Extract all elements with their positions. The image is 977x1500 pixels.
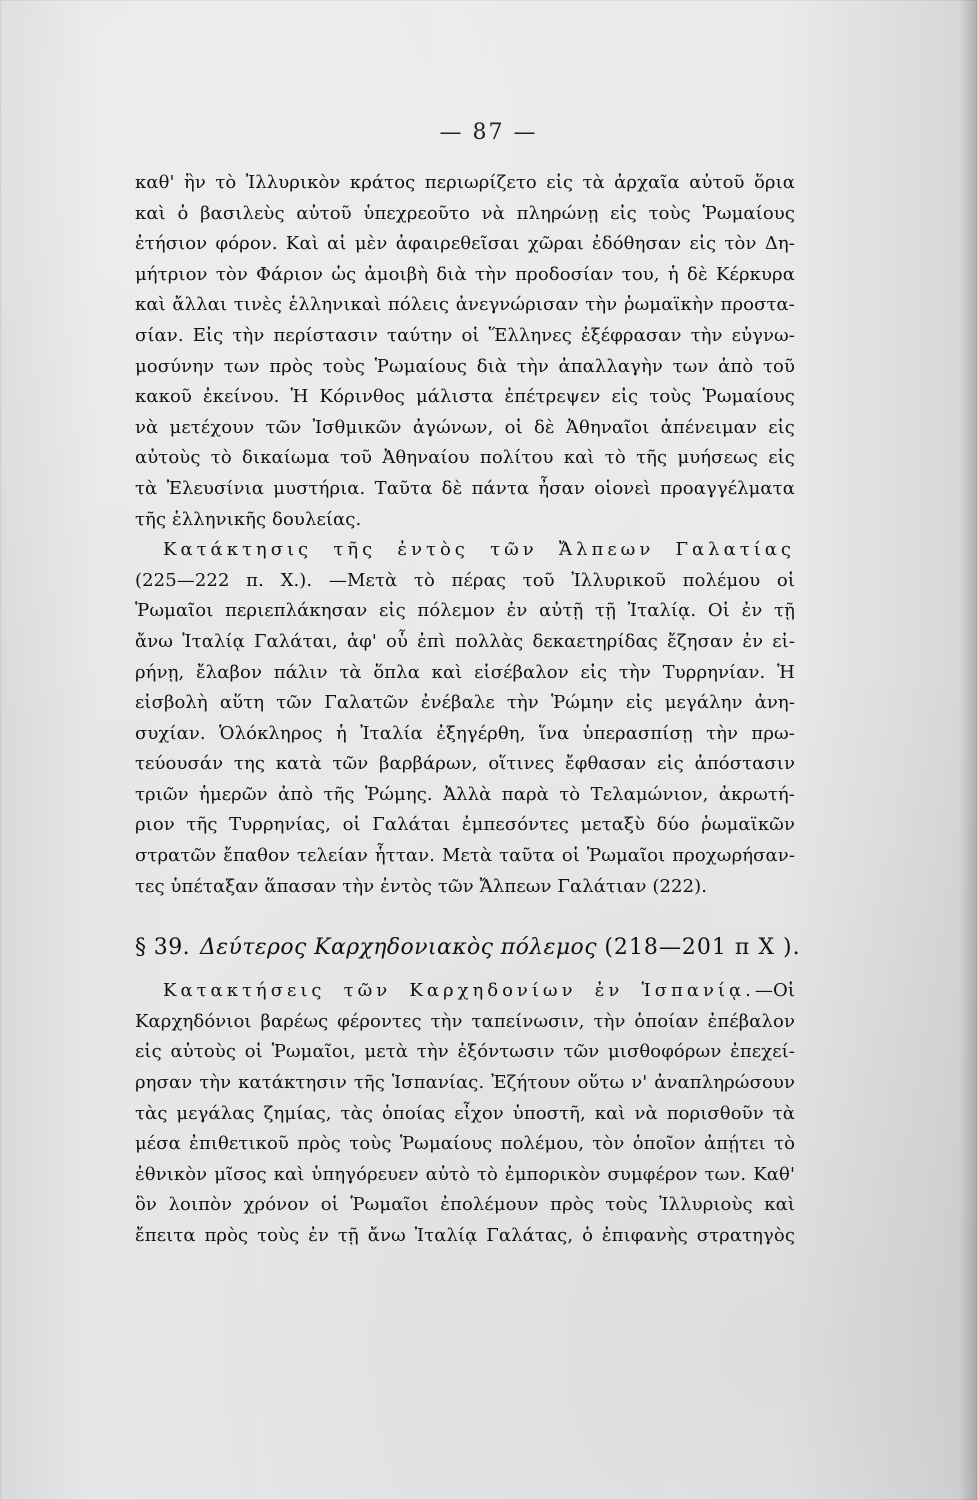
section-heading	[135, 928, 801, 968]
text-line: ριον τῆς Τυρρηνίας, οἱ Γαλάται ἐμπεσόντες μεταξὺ δύο ῥωμαϊκῶν	[135, 814, 795, 836]
subhead-carthaginian-conquests: Κατακτήσεις τῶν Καρχηδονίων ἐν Ἱσπανίᾳ.	[163, 980, 755, 1002]
text-line: ἄνω Ἰταλίᾳ Γαλάται, ἀφ' οὗ ἐπὶ πολλὰς δεκαετηρίδας ἔζησαν ἐν εἰ-	[135, 630, 795, 652]
text-line: εἰσβολὴ αὕτη τῶν Γαλατῶν ἐνέβαλε τὴν Ῥώμην εἰς μεγάλην ἀνη-	[135, 692, 795, 714]
text-line: ὃν λοιπὸν χρόνον οἱ Ῥωμαῖοι ἐπολέμουν πρὸς τοὺς Ἰλλυριοὺς καὶ	[135, 1194, 795, 1216]
subhead-conquest-gaul: Κατάκτησις τῆς ἐντὸς τῶν Ἄλπεων Γαλατίας	[163, 539, 795, 561]
text-line: μήτριον τὸν Φάριον ὡς ἀμοιβὴ διὰ τὴν προδοσίαν του, ἡ δὲ Κέρκυρα	[135, 263, 795, 285]
text-line: (225—222 π. Χ.). —Μετὰ τὸ πέρας τοῦ Ἰλλυρικοῦ πολέμου οἱ	[135, 569, 795, 591]
paragraph-2	[135, 535, 795, 902]
page-text	[135, 168, 801, 1252]
paragraph-1	[135, 168, 795, 535]
text-line: τὰ Ἐλευσίνια μυστήρια. Ταῦτα δὲ πάντα ἦσαν οἱονεὶ προαγγέλματα	[135, 477, 795, 499]
text-line: τες ὑπέταξαν ἅπασαν τὴν ἐντὸς τῶν Ἄλπεων Γαλάτιαν (222).	[135, 875, 708, 897]
text-line: καθ' ἣν τὸ Ἰλλυρικὸν κράτος περιωρίζετο εἰς τὰ ἀρχαῖα αὐτοῦ ὅρια	[135, 172, 795, 193]
text-line: αὐτοὺς τὸ δικαίωμα τοῦ Ἀθηναίου πολίτου καὶ τὸ τῆς μυήσεως εἰς	[135, 447, 795, 469]
text-line: μοσύνην των πρὸς τοὺς Ῥωμαίους διὰ τὴν ἀπαλλαγὴν των ἀπὸ τοῦ	[135, 355, 795, 377]
text-line: κακοῦ ἐκείνου. Ἡ Κόρινθος μάλιστα ἐπέτρεψεν εἰς τοὺς Ῥωμαίους	[135, 386, 795, 408]
section-number: § 39.	[135, 935, 190, 961]
text-line: ἐθνικὸν μῖσος καὶ ὑπηγόρευεν αὐτὸ τὸ ἐμπορικὸν συμφέρον των. Καθ'	[135, 1163, 795, 1185]
text-fragment: —Οἱ	[754, 980, 795, 1002]
text-line: τριῶν ἡμερῶν ἀπὸ τῆς Ῥώμης. Ἀλλὰ παρὰ τὸ Τελαμώνιον, ἀκρωτή-	[135, 783, 795, 805]
section-dates: (218—201 π Χ ).	[604, 935, 801, 961]
text-line: εἰς αὐτοὺς οἱ Ῥωμαῖοι, μετὰ τὴν ἐξόντωσιν τῶν μισθοφόρων ἐπεχεί-	[135, 1041, 795, 1063]
text-line: τὰς μεγάλας ζημίας, τὰς ὁποίας εἶχον ὑποστῆ, καὶ νὰ πορισθοῦν τὰ	[135, 1102, 795, 1124]
page-edge-shadow	[959, 0, 977, 1500]
section-title: Δεύτερος Καρχηδονιακὸς πόλεμος	[199, 935, 597, 961]
text-line: μέσα ἐπιθετικοῦ πρὸς τοὺς Ῥωμαίους πολέμου, τὸν ὁποῖον ἀπῄτει τὸ	[135, 1133, 795, 1155]
text-line: τεύουσάν της κατὰ τῶν βαρβάρων, οἵτινες ἔφθασαν εἰς ἀπόστασιν	[135, 753, 795, 775]
text-line	[135, 976, 795, 1007]
text-line: Καρχηδόνιοι βαρέως φέροντες τὴν ταπείνωσιν, τὴν ὁποίαν ἐπέβαλον	[135, 1010, 795, 1032]
text-line: νὰ μετέχουν τῶν Ἰσθμικῶν ἀγώνων, οἱ δὲ Ἀθηναῖοι ἀπένειμαν εἰς	[135, 416, 795, 438]
text-line: ἔπειτα πρὸς τοὺς ἐν τῇ ἄνω Ἰταλίᾳ Γαλάτας, ὁ ἐπιφανὴς στρατηγὸς	[135, 1225, 795, 1246]
text-line: καὶ ἄλλαι τινὲς ἑλληνικαὶ πόλεις ἀνεγνώρισαν τὴν ῥωμαϊκὴν προστα-	[135, 294, 795, 316]
text-line: στρατῶν ἔπαθον τελείαν ἧτταν. Μετὰ ταῦτα οἱ Ῥωμαῖοι προχωρήσαν-	[135, 845, 795, 867]
text-line: τῆς ἑλληνικῆς δουλείας.	[135, 508, 362, 530]
text-line: ρησαν τὴν κατάκτησιν τῆς Ἱσπανίας. Ἐζήτουν οὕτω ν' ἀναπληρώσουν	[135, 1072, 795, 1094]
paragraph-3	[135, 976, 795, 1251]
text-line: ἐτήσιον φόρον. Καὶ αἱ μὲν ἀφαιρεθεῖσαι χῶραι ἐδόθησαν εἰς τὸν Δη-	[135, 233, 795, 255]
text-line: Ῥωμαῖοι περιεπλάκησαν εἰς πόλεμον ἐν αὐτῇ τῇ Ἰταλίᾳ. Οἱ ἐν τῇ	[135, 600, 795, 622]
text-line: καὶ ὁ βασιλεὺς αὐτοῦ ὑπεχρεοῦτο νὰ πληρώνῃ εἰς τοὺς Ῥωμαίους	[135, 202, 795, 224]
text-line: συχίαν. Ὁλόκληρος ἡ Ἰταλία ἐξηγέρθη, ἵνα ὑπερασπίσῃ τὴν πρω-	[135, 722, 795, 744]
page-number: — 87 —	[439, 120, 538, 145]
text-line: σίαν. Εἰς τὴν περίστασιν ταύτην οἱ Ἕλληνες ἐξέφρασαν τὴν εὐγνω-	[135, 324, 795, 346]
text-line: ρήνῃ, ἔλαβον πάλιν τὰ ὅπλα καὶ εἰσέβαλον εἰς τὴν Τυρρηνίαν. Ἡ	[135, 661, 795, 683]
